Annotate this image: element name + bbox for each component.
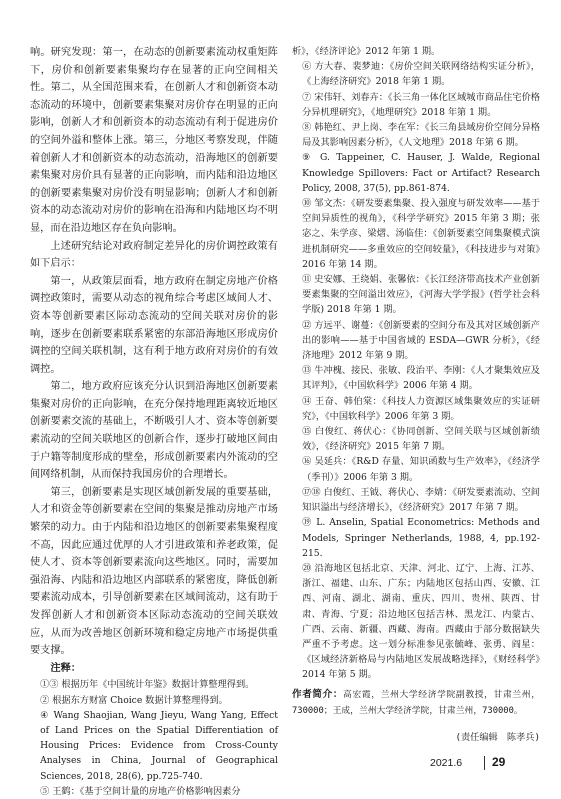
footnote: ⑪ 史安娜、王绕娟、张馨依：《长江经济带高技术产业创新要素集聚的空间溢出效应》，《河海大学学报》(哲学社会科学版) 2018 年第 1 期。	[302, 274, 540, 316]
footnote: ④ Wang Shaojian, Wang Jieyu, Wang Yang, Effect of Land Prices on the Spatial Differentiation of Housing Prices: Evidence from Cross-County Analyses in China, Journal of Geographical Sciences, 2018, 28(6), pp.725-740.	[40, 709, 278, 782]
footnote: ⑳ 沿海地区包括北京、天津、河北、辽宁、上海、江苏、浙江、福建、山东、广东；内陆地区包括山西、安徽、江西、河南、湖北、湖南、重庆、四川、贵州、陕西、甘肃、青海、宁夏；沿边地区包括吉林、黑龙江、内蒙古、广西、云南、新疆、西藏、海南。西藏由于部分数据缺失严重不予考虑。这一划分标准参见张毓峰、张勇、阎星：《区域经济新格局与内陆地区发展战略选择》，《财经科学》2014 年第 5 期。	[302, 562, 540, 681]
body-paragraph: 第二，地方政府应该充分认识到沿海地区创新要素集聚对房价的正向影响，在充分保持地理距离较近地区创新要素交流的基础上，不断吸引人才、资本等创新要素流动的空间关联地区的创新合作，逐步打破地区间由于户籍等制度形成的壁垒，形成创新要素内外流动的空间网络机制，从而保持我国房价的合理增长。	[30, 381, 278, 481]
footnote: ⑬ 牛冲槐、接民、张敏、段治平、李刚：《人才聚集效应及其评判》，《中国软科学》2006 年第 4 期。	[302, 365, 540, 392]
footnote: ② 根据东方财富 Choice 数据计算整理得到。	[40, 694, 228, 706]
responsible-editor: (责任编辑 陈孝兵)	[455, 731, 540, 743]
page-number: 29	[492, 755, 506, 769]
footnote: ⑧ 韩艳红、尹上岗、李在军：《长三角县域房价空间分异格局及其影响因素分析》，《人文地理》2018 年第 6 期。	[302, 122, 540, 149]
footnote: 析》，《经济评论》2012 年第 1 期。	[292, 46, 441, 57]
footnote: ⑮ 白俊红、蒋伏心：《协同创新、空间关联与区域创新绩效》，《经济研究》2015 年第 7 期。	[302, 426, 540, 453]
body-paragraph: 上述研究结论对政府制定差异化的房价调控政策有如下启示：	[30, 240, 278, 270]
body-paragraph: 响。研究发现：第一，在动态的创新要素流动权重矩阵下，房价和创新要素集聚均存在显著的正向空间相关性。第二，从全国范围来看，在创新人才和创新资本动态流动的环境中，创新要素集聚对房价存在明显的正向影响，创新人才和创新资本的动态流动有利于促进房价的空间外溢和整体上涨。第三，分地区考察发现，伴随着创新人才和创新资本的动态流动，沿海地区的创新要素集聚对房价具有显著的正向影响，而内陆和沿边地区的创新要素集聚对房价没有明显影响；创新人才和创新资本的动态流动对房价的影响在沿海和内陆地区均不明显，而在沿边地区存在负向影响。	[30, 47, 278, 234]
footnote: ⑰⑱ 白俊红、王钺、蒋伏心、李婧：《研发要素流动、空间知识溢出与经济增长》，《经济研究》2017 年第 7 期。	[302, 486, 540, 514]
author-info-label: 作者简介：	[292, 688, 344, 700]
footnote: ⑤ 王鹤：《基于空间计量的房地产价格影响因素分	[40, 785, 241, 797]
footnote: ⑦ 宋伟轩、刘春卉：《长三角一体化区域城市商品住宅价格分异机理研究》，《地理研究》2018 年第 1 期。	[302, 91, 540, 118]
footnote: ⑨ G. Tappeiner, C. Hauser, J. Walde, Regional Knowledge Spillovers: Fact or Artifact? Research Policy, 2008, 37(5), pp.861-874.	[302, 152, 540, 194]
footnote: ⑲ L. Anselin, Spatial Econometrics: Methods and Models, Springer Netherlands, 1988, 4, pp.192-215.	[302, 517, 540, 559]
author-info-text: 高宏霞，兰州大学经济学院副教授，甘肃兰州，730000；王成，兰州大学经济学院，甘肃兰州，730000。	[292, 689, 540, 716]
footnote: ⑭ 王奋、韩伯棠：《科技人力资源区域集聚效应的实证研究》，《中国软科学》2006 年第 3 期。	[302, 395, 540, 422]
notes-heading: 注释：	[50, 661, 81, 674]
footnote: ⑫ 方远平、谢蔓：《创新要素的空间分布及其对区域创新产出的影响——基于中国省域的 ESDA—GWR 分析》，《经济地理》2012 年第 9 期。	[302, 319, 540, 362]
body-paragraph: 第一，从政策层面看，地方政府在制定房地产价格调控政策时，需要从动态的视角综合考虑区域间人才、资本等创新要素区际动态流动的空间关联对房价的影响，逐步在创新要素联系紧密的东部沿海地区形成房价调控的空间关联机制，这有利于地方政府对房价的有效调控。	[30, 275, 278, 375]
footnote: ⑯ 吴延兵：《R&D 存量、知识函数与生产效率》，《经济学（季刊）》2006 年第 3 期。	[302, 456, 540, 483]
right-column	[292, 44, 540, 743]
footnote: ⑥ 方大春、裴梦迪：《房价空间关联网络结构实证分析》，《上海经济研究》2018 年第 1 期。	[302, 61, 540, 88]
issue-number: 2021.6	[430, 757, 463, 769]
footnote: ①③ 根据历年《中国统计年鉴》数据计算整理得到。	[40, 679, 255, 691]
footnote: ⑩ 邹文杰：《研发要素集聚、投入强度与研发效率——基于空间异质性的视角》，《科学学研究》2015 年第 3 期；张宓之、朱学彦、梁熠、汤临佳：《创新要素空间集聚模式演进机制研究——多重效应的空间较量》，《科技进步与对策》2016 年第 14 期。	[302, 198, 540, 270]
body-paragraph: 第三，创新要素是实现区域创新发展的重要基础，人才和资金等创新要素在空间的集聚是推动房地产市场繁荣的动力。由于内陆和沿边地区的创新要素集聚程度不高，因此应通过优厚的人才引进政策和养老政策，促使人才、资本等创新要素流向这些地区。同时，需要加强沿海、内陆和沿边地区内部联系的紧密度，降低创新要素流动成本，引导创新要素在区域间流动，这有助于发挥创新人才和创新资本区际动态流动的空间关联效应，从而为改善地区创新环境和稳定房地产市场提供重要支撑。	[30, 486, 278, 657]
footer-divider	[484, 756, 485, 770]
author-info	[292, 687, 540, 719]
left-column	[30, 44, 278, 799]
page-footer	[430, 754, 540, 774]
